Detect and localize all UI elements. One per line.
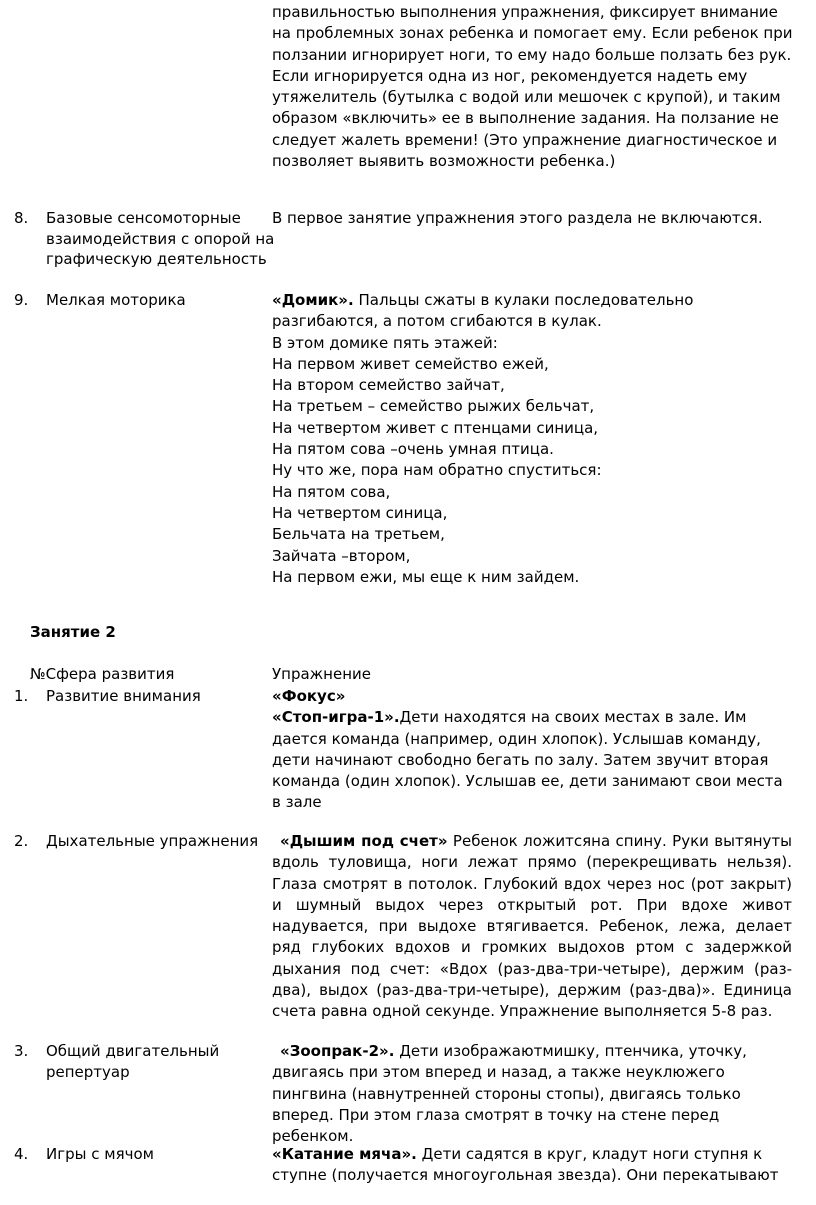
item-number: 2. [14, 832, 29, 850]
exercise-title: «Фокус» [272, 687, 346, 705]
poem-line: В этом домике пять этажей: [272, 333, 498, 352]
row-1-label [14, 686, 276, 707]
intro-paragraph [272, 2, 792, 172]
intro-line: утяжелитель (бутылка с водой или мешочек с крупой), и таким [272, 88, 781, 107]
poem-line: На втором семейство зайчат, [272, 376, 505, 395]
poem-line: Зайчата –втором, [272, 546, 411, 565]
poem-line: Бельчата на третьем, [272, 525, 445, 544]
item-label: Игры с мячом [46, 1145, 154, 1163]
item-9-label [14, 290, 276, 311]
exercise-title: «Стоп-игра-1». [272, 708, 400, 727]
exercise-text: Дети изображаютмишку, птенчика, уточку, двигаясь при этом вперед и назад, а также неуклюжего пингвина (навнутренней стороны стопы), двигаясь только вперед. При этом глаза смотрят в точку на стене перед ребенком. [272, 1042, 747, 1146]
intro-line: Если игнорируется одна из ног, рекомендуется надеть ему [272, 66, 748, 85]
item-label: Дыхательные упражнения [46, 832, 259, 850]
row-1-exercise [272, 686, 792, 814]
item-8-label [14, 208, 276, 270]
poem-line: На пятом сова, [272, 482, 391, 501]
poem-line: разгибаются, а потом сгибаются в кулак. [272, 312, 602, 331]
column-header-exercise: Упражнение [272, 665, 371, 683]
item-label: Общий двигательный репертуар [46, 1042, 220, 1081]
row-2-exercise [272, 831, 792, 1023]
intro-line: позволяет выявить возможности ребенка.) [272, 152, 616, 171]
lesson-heading: Занятие 2 [30, 623, 116, 641]
poem-line: На четвертом синица, [272, 503, 448, 522]
poem-line: На первом ежи, мы еще к ним зайдем. [272, 567, 580, 586]
item-number: 3. [14, 1042, 29, 1060]
item-label: Базовые сенсомоторные взаимодействия с опорой на графическую деятельность [46, 209, 275, 268]
item-number: 8. [14, 209, 29, 227]
row-4-label [14, 1144, 276, 1165]
item-9-poem [272, 290, 792, 588]
exercise-title: «Дышим под счет» [280, 832, 448, 850]
column-header-sphere: №Сфера развития [30, 665, 175, 683]
exercise-title: «Зоопрак-2». [280, 1042, 395, 1060]
exercise-text: В первое занятие упражнения этого раздела не включаются. [272, 209, 763, 227]
poem-line: На первом живет семейство ежей, [272, 354, 549, 373]
poem-line: Ну что же, пора нам обратно спуститься: [272, 461, 602, 480]
exercise-text: Дети находятся на своих местах в зале. Им дается команда (например, один хлопок). Услышав команду, дети начинают свободно бегать по залу. Затем звучит вторая команда (один хлопок). Услышав ее, дети занимают свои места в зале [272, 708, 783, 812]
exercise-text: Пальцы сжаты в кулаки последовательно [353, 291, 694, 309]
poem-line: На пятом сова –очень умная птица. [272, 440, 554, 459]
row-2-label [14, 831, 276, 852]
item-label: Развитие внимания [46, 687, 201, 705]
item-8-text [272, 208, 792, 229]
item-label: Мелкая моторика [46, 291, 186, 309]
row-4-exercise [272, 1144, 792, 1187]
poem-line: На третьем – семейство рыжих бельчат, [272, 397, 595, 416]
intro-line: правильностью выполнения упражнения, фиксирует внимание [272, 3, 778, 21]
intro-line: образом «включить» ее в выполнение задания. На ползание не [272, 109, 779, 128]
poem-line: На четвертом живет с птенцами синица, [272, 418, 599, 437]
intro-line: ползании игнорирует ноги, то ему надо больше ползать без рук. [272, 45, 792, 64]
intro-line: на проблемных зонах ребенка и помогает ему. Если ребенок при [272, 24, 793, 43]
exercise-text: Дети садятся в круг, кладут ноги ступня к ступне (получается многоугольная звезда). Они перекатывают [272, 1145, 779, 1185]
row-3-exercise [272, 1041, 762, 1147]
exercise-text: Ребенок ложитсяна спину. Руки вытянуты вдоль туловища, ноги лежат прямо (перекрещивать нельзя). Глаза смотрят в потолок. Глубокий вдох через нос (рот закрыт) и шумный выдох через открытый рот. При вдохе живот надувается, при выдохе втягивается. Ребенок, лежа, делает ряд глубоких вдохов и громких выдохов ртом с задержкой дыхания под счет: «Вдох (раз-два-три-четыре), держим (раз-два), выдох (раз-два-три-четыре), держим (раз-два)». Единица счета равна одной секунде. Упражнение выполняется 5-8 раз. [272, 832, 792, 1021]
item-number: 1. [14, 687, 29, 705]
exercise-title: «Домик». [272, 291, 354, 309]
intro-line: следует жалеть времени! (Это упражнение диагностическое и [272, 130, 778, 149]
item-number: 9. [14, 291, 29, 309]
row-3-label [14, 1041, 276, 1082]
exercise-title: «Катание мяча». [272, 1145, 417, 1163]
item-number: 4. [14, 1145, 29, 1163]
